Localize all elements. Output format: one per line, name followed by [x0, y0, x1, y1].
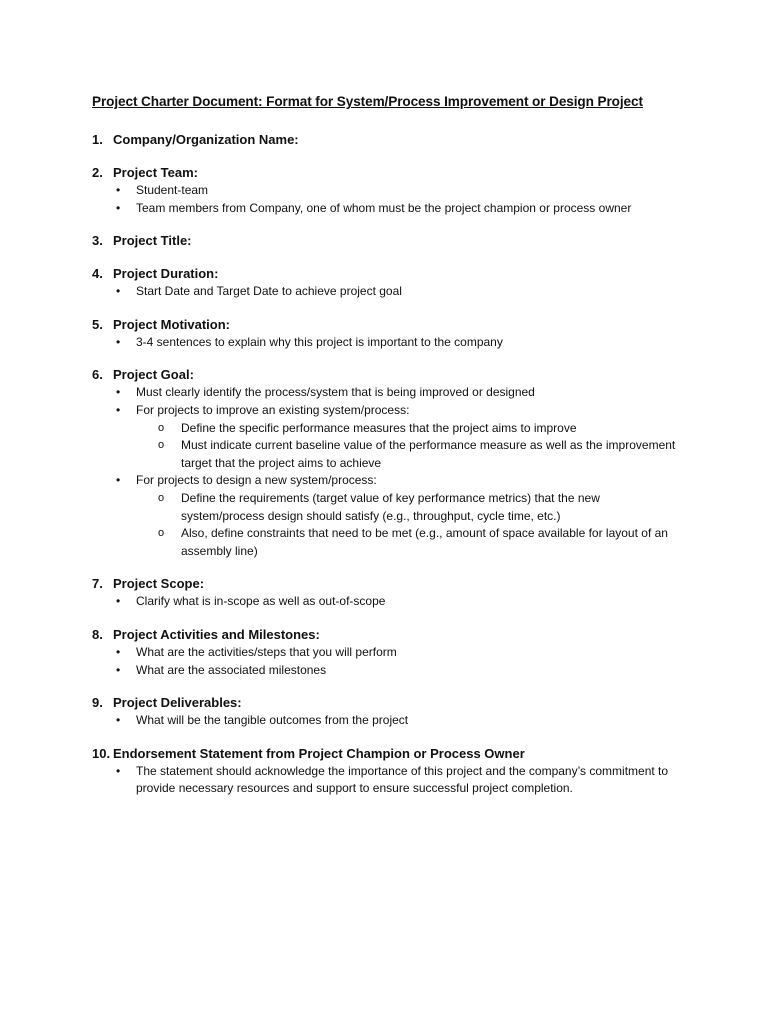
section-number: 3. [92, 233, 103, 249]
section-heading [92, 694, 692, 712]
section-heading [92, 265, 692, 283]
section-list [92, 131, 692, 813]
section-heading [92, 316, 692, 334]
section-heading [92, 131, 692, 149]
section-heading [92, 745, 692, 763]
bullet-text: Student-team [136, 183, 209, 197]
bullet-icon: • [116, 334, 121, 349]
bullet-text: The statement should acknowledge the importance of this project and the company’s commitment to provide necessary resources and support to ensure successful project completion. [136, 763, 669, 796]
subbullet-text: Define the requirements (target value of key performance metrics) that the new system/process design should satisfy (e.g., throughput, cycle time, etc.) [181, 490, 600, 523]
section-number: 1. [92, 132, 103, 147]
section-number: 4. [92, 266, 103, 282]
bullet-item [92, 472, 696, 560]
bullet-list [92, 712, 692, 730]
section [92, 131, 692, 149]
bullet-list [92, 283, 692, 301]
circle-bullet-icon: o [158, 421, 165, 434]
bullet-icon: • [116, 662, 121, 677]
section [92, 694, 692, 730]
bullet-list [92, 763, 692, 798]
bullet-text: What are the associated milestones [136, 662, 327, 677]
document-title: Project Charter Document: Format for System/Process Improvement or Design Project [92, 94, 643, 109]
bullet-text: What are the activities/steps that you will perform [136, 644, 397, 659]
section-heading [92, 232, 692, 250]
bullet-item [92, 712, 696, 730]
bullet-text: What will be the tangible outcomes from the project [136, 713, 409, 728]
circle-bullet-icon: o [158, 491, 165, 504]
section-heading-text: Project Goal: [113, 367, 194, 383]
bullet-text: 3-4 sentences to explain why this project is important to the company [136, 334, 503, 349]
bullet-item [92, 200, 696, 218]
subbullet-item [92, 437, 681, 472]
subbullet-list [136, 420, 696, 473]
section-heading [92, 164, 692, 182]
section-heading-text: Project Deliverables: [113, 695, 242, 711]
bullet-list [92, 593, 692, 611]
circle-bullet-icon: o [158, 439, 165, 452]
bullet-icon: • [116, 385, 121, 400]
bullet-item [92, 763, 696, 798]
section [92, 164, 692, 217]
bullet-icon: • [116, 183, 121, 197]
bullet-icon: • [116, 644, 121, 659]
section-number: 6. [92, 367, 103, 383]
subbullet-text: Also, define constraints that need to be met (e.g., amount of space available for layout of an assembly line) [181, 526, 668, 558]
section-number: 8. [92, 626, 103, 642]
bullet-item [92, 334, 696, 352]
bullet-icon: • [116, 763, 121, 778]
subbullet-text: Must indicate current baseline value of the performance measure as well as the improvement target that the project aims to achieve [181, 438, 676, 470]
bullet-icon: • [116, 473, 121, 488]
section-number: 2. [92, 165, 103, 180]
section-heading-text: Company/Organization Name: [113, 132, 299, 147]
circle-bullet-icon: o [158, 527, 165, 540]
bullet-list [92, 644, 692, 679]
bullet-icon: • [116, 713, 121, 728]
section-number: 5. [92, 316, 103, 332]
subbullet-list [136, 490, 696, 560]
section-heading-text: Project Activities and Milestones: [113, 626, 320, 642]
section [92, 626, 692, 679]
section-number: 9. [92, 695, 103, 711]
bullet-text: For projects to improve an existing system/process: [136, 402, 410, 417]
bullet-item [92, 662, 696, 680]
bullet-text: Must clearly identify the process/system that is being improved or designed [136, 385, 535, 400]
section-heading [92, 626, 692, 644]
bullet-list [92, 182, 692, 217]
section [92, 316, 692, 352]
bullet-text: For projects to design a new system/process: [136, 473, 377, 488]
bullet-text: Start Date and Target Date to achieve project goal [136, 284, 402, 299]
section-heading [92, 366, 692, 384]
section [92, 366, 692, 560]
section [92, 575, 692, 611]
bullet-icon: • [116, 284, 121, 299]
subbullet-item [92, 420, 681, 438]
section-heading [92, 575, 692, 593]
bullet-icon: • [116, 402, 121, 417]
bullet-icon: • [116, 594, 121, 609]
subbullet-item [92, 525, 681, 560]
bullet-item [92, 283, 696, 301]
bullet-item [92, 384, 696, 402]
subbullet-text: Define the specific performance measures that the project aims to improve [181, 420, 577, 435]
bullet-item [92, 593, 696, 611]
bullet-item [92, 182, 696, 200]
section [92, 265, 692, 301]
section-heading-text: Project Team: [113, 165, 199, 180]
bullet-icon: • [116, 200, 121, 215]
section-heading-text: Endorsement Statement from Project Champion or Process Owner [113, 745, 525, 761]
bullet-list [92, 384, 692, 560]
bullet-item [92, 402, 696, 472]
section-heading-text: Project Motivation: [113, 316, 231, 332]
section-heading-text: Project Title: [113, 233, 192, 249]
section-heading-text: Project Scope: [113, 576, 205, 592]
section-number: 10. [92, 745, 111, 761]
section [92, 232, 692, 250]
subbullet-item [92, 490, 681, 525]
bullet-item [92, 644, 696, 662]
bullet-text: Clarify what is in-scope as well as out-of-scope [136, 594, 386, 609]
section-heading-text: Project Duration: [113, 266, 219, 282]
section-number: 7. [92, 576, 103, 592]
section [92, 745, 692, 798]
bullet-text: Team members from Company, one of whom must be the project champion or process owner [136, 200, 632, 215]
bullet-list [92, 334, 692, 352]
